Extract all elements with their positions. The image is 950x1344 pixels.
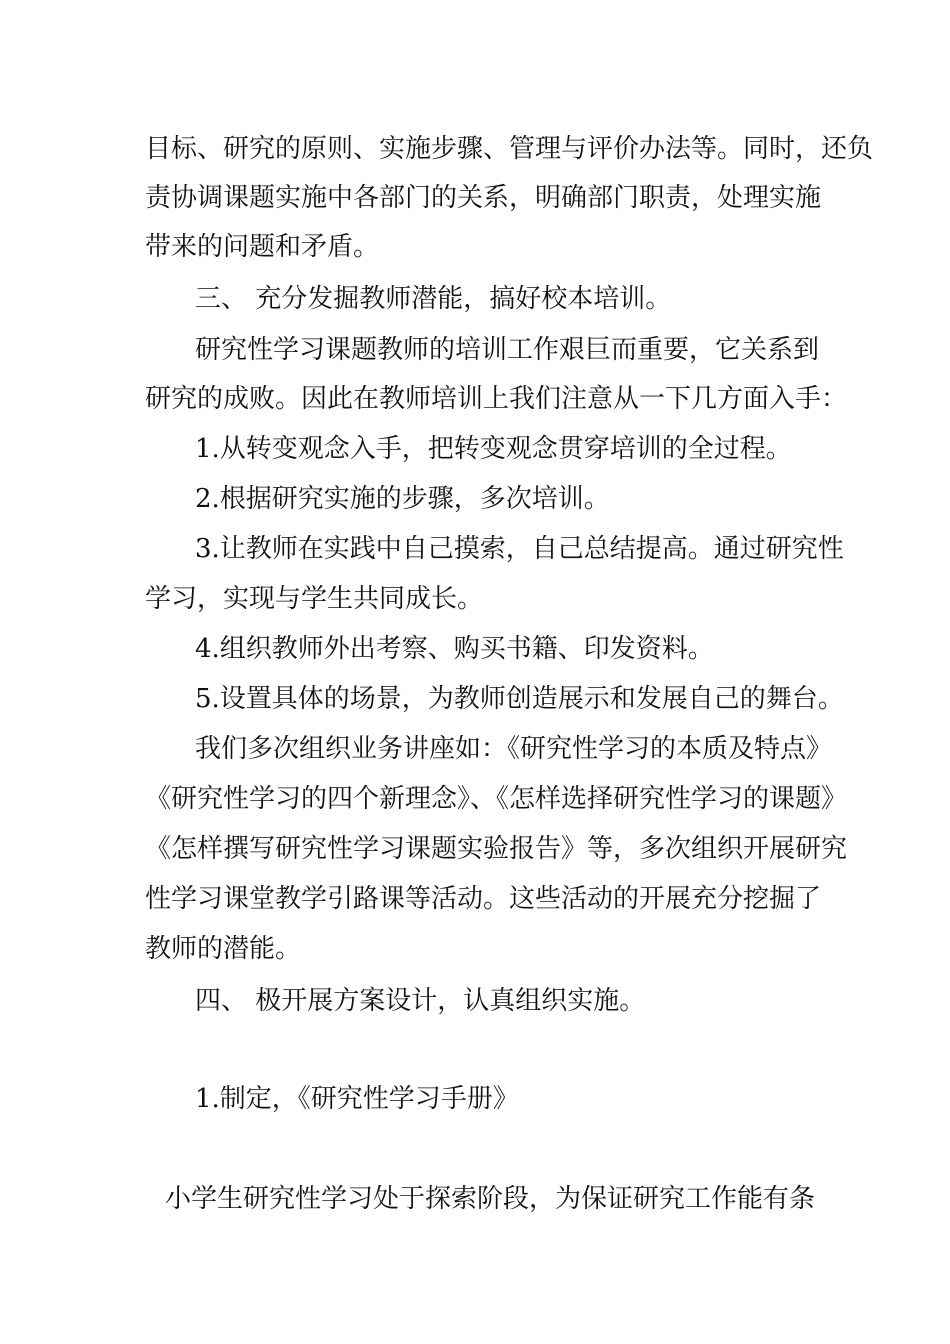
list-item: 3.让教师在实践中自己摸索，自己总结提高。通过研究性 [195,534,844,564]
section-heading-four: 四、 极开展方案设计，认真组织实施。 [195,986,646,1016]
paragraph-line: 教师的潜能。 [145,934,302,964]
paragraph-line: 研究的成败。因此在教师培训上我们注意从一下几方面入手： [145,384,848,414]
paragraph-line: 目标、研究的原则、实施步骤、管理与评价办法等。同时，还负 [145,134,874,164]
list-item-continuation: 学习，实现与学生共同成长。 [145,584,484,614]
list-item: 5.设置具体的场景，为教师创造展示和发展自己的舞台。 [195,684,844,714]
paragraph-line: 《怎样撰写研究性学习课题实验报告》等，多次组织开展研究 [145,834,848,864]
paragraph-line: 研究性学习课题教师的培训工作艰巨而重要，它关系到 [195,335,820,365]
paragraph-line: 《研究性学习的四个新理念》、《怎样选择研究性学习的课题》 [145,784,848,814]
paragraph-line: 我们多次组织业务讲座如：《研究性学习的本质及特点》 [195,734,833,764]
paragraph-line: 小学生研究性学习处于探索阶段，为保证研究工作能有条 [165,1184,816,1214]
list-item: 1.从转变观念入手，把转变观念贯穿培训的全过程。 [195,434,792,464]
list-item: 4.组织教师外出考察、购买书籍、印发资料。 [195,634,714,664]
paragraph-line: 责协调课题实施中各部门的关系，明确部门职责，处理实施 [145,183,822,213]
subsection-heading: 1.制定，《研究性学习手册》 [195,1084,519,1114]
section-heading-three: 三、 充分发掘教师潜能，搞好校本培训。 [195,284,672,314]
paragraph-line: 性学习课堂教学引路课等活动。这些活动的开展充分挖掘了 [145,884,822,914]
paragraph-line: 带来的问题和矛盾。 [145,232,380,262]
list-item: 2.根据研究实施的步骤，多次培训。 [195,484,610,514]
